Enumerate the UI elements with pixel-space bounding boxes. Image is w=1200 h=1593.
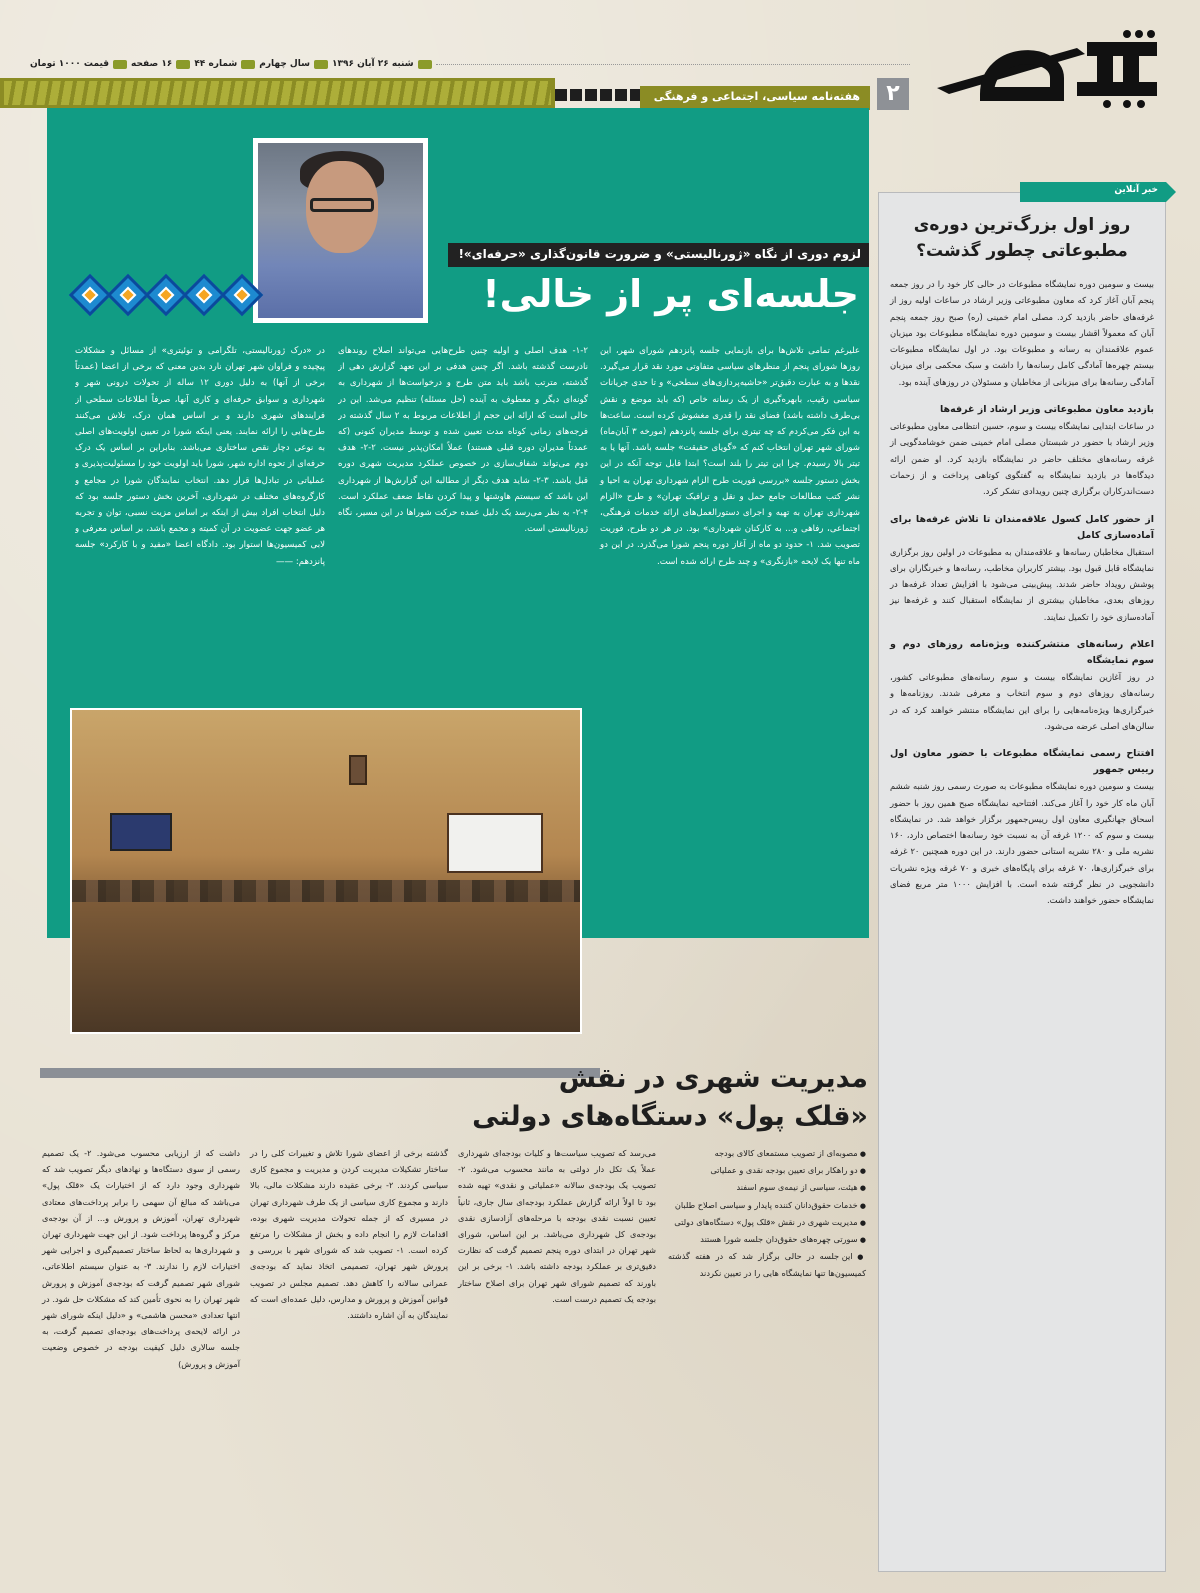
newspaper-logo [927, 28, 1162, 108]
issue-date: شنبه ۲۶ آبان ۱۳۹۶ [331, 59, 414, 69]
separator-icon [176, 60, 190, 69]
feature-column-2: ۱-۲- هدف اصلی و اولیه چنین طرح‌هایی می‌تواند اصلاح روندهای نادرست گذشته باشد. اگر چنین هدفی بر این تعهد گزارش دهی از گذشته، مترتب باشد باید متن طرح و درخواست‌ها از شهرداری به گونه‌ای دیگر و معطوف به آینده (حل مسئله) تنظیم می‌شد. این در حالی است که ارائه این حجم از اطلاعات مربوط به ۲ سال گذشته در فرجه‌های زمانی کوتاه مدت تعیین شده و توسط مدیران کنونی (که عمدتاً مدیران دوره قبلی هستند) عملاً امکان‌پذیر نیست. ۲-۲- هدف دوم می‌تواند شفاف‌سازی در خصوص عملکرد مدیریت شهری دوره قبل باشد. ۳-۲- شاید هدف دیگر از مطالبه این گزارش‌ها از شهرداری این باشد که سیستم هاوشتها و پیدا کردن نقاط ضعف عملکرد است. ۴-۲- به نظر می‌رسد یک دلیل عمده حرکت شوراها در این مسیر، نگاه ژورنالیستی است. [338, 346, 588, 535]
issue-info-line [30, 56, 910, 72]
sidebar-paragraph: استقبال مخاطبان رسانه‌ها و علاقه‌مندان به مطبوعات در اولین روز برگزاری نمایشگاه قابل قبول بود. بیشتر کاربران مخاطب، رسانه‌ها و خبرنگاران برای پوشش رویداد حاضر شدند. پیش‌بینی می‌شود با افزایش تعداد غرفه‌ها در روزهای بعدی، مخاطبان بیشتری از نمایشگاه استقبال کنند و غرفه‌ها نیز آماده‌سازی خود را تکمیل نمایند. [890, 546, 1154, 622]
sidebar-heading: از حضور کامل کسول علاقه‌مندان تا تلاش غرفه‌ها برای آماده‌سازی کامل [890, 513, 1154, 541]
article-column-1: می‌رسد که تصویب سیاست‌ها و کلیات بودجه‌ای شهرداری عملاً یک تکل دار دولتی به مانند محسوب می‌شود. ۲- تصویب یک بودجه‌ی سالانه «عملیاتی و نقدی» تهیه شده بود تا اولاً ارائه گزارش عملکرد بودجه‌ای سال جاری، ثانیاً تعیین نسبت نقدی بودجه با مرحله‌های آزادسازی نقدی بودجه‌ی کل شهرداری می‌باشد. بر این اساس، شورای شهر تهران در ابتدای دوره پنجم تصمیم گرفت که نظارت دقیق‌تری بر عملکرد بودجه داشته باشد. ۱- برخی بر این باورند که تصمیم شورای شهر تهران برای اصلاح ساختار بودجه یک تصمیم درست است. [458, 1148, 656, 1304]
publication-category: هفته‌نامه سیاسی، اجتماعی و فرهنگی [640, 86, 870, 110]
bullet-list-column [668, 1145, 866, 1282]
sidebar-paragraph: در ساعات ابتدایی نمایشگاه بیست و سوم، حسین انتظامی معاون مطبوعاتی وزیر ارشاد با حضور در شبستان مصلی امام خمینی ضمن خوشامدگویی از غرفه رسانه‌های مختلف حاضر در نمایشگاه بازدید کرد. او ضمن ارائه دیدگاه‌ها در بازدید نمایشگاه به گفتگوی کوتاهی پرداخت و از زحمات دست‌اندرکاران برگزاری چنین رویدادی تشکر کرد. [890, 421, 1154, 497]
decorative-ornaments [75, 280, 257, 310]
title-line-2: «قلک پول» دستگاه‌های دولتی [472, 1101, 868, 1132]
ornament-icon [69, 274, 111, 316]
council-session-photo [70, 708, 582, 1034]
sidebar-title: روز اول بزرگ‌ترین دوره‌ی مطبوعاتی چطور گذشت؟ [913, 215, 1131, 261]
page-count: ۱۶ صفحه [131, 59, 173, 69]
sidebar-heading: افتتاح رسمی نمایشگاه مطبوعات با حضور معاون اول رییس جمهور [890, 748, 1154, 776]
article-column-2: گذشته برخی از اعضای شورا تلاش و تغییرات کلی را در ساختار تشکیلات مدیریت کردن و مدیریت و مجموع کاری سیاسی کردند. ۲- برخی عقیده دارند مشکلات مالی، بالا دارند و مجموع کاری سیاسی از یک طرف شهرداری تهران در مسیری که از جمله تحولات مدیریت شهری بوده، اقدامات لازم را انجام داده و بخش از مشکلات را مرتفع کرده است. ۱- تصویب شد که شورای شهر با بررسی و پرورش شهر تهران، تصمیمی اتخاذ نماید که بودجه‌ی عمرانی سالانه را کاهش دهد. تصمیم مجلس در تصویب قوانین آموزش و پرورش و مدارس، دلیل عمده‌ای است که نمایندگان به آن اشاره داشتند. [250, 1148, 448, 1321]
title-line-1: مدیریت شهری در نقش [558, 1063, 868, 1094]
sidebar-paragraph: در روز آغازین نمایشگاه بیست و سوم رسانه‌های مطبوعاتی کشور، رسانه‌های روزهای دوم و سوم انتخاب و معرفی شدند. روزنامه‌ها و خبرگزاری‌ها ویژه‌نامه‌هایی را برای این نمایشگاه منتشر خواهند کرد که در سالن‌های اصلی عرضه می‌شود. [890, 672, 1154, 731]
bullet-item: ● هیئت، سیاسی از نیمه‌ی سوم اسفند [668, 1179, 866, 1196]
article-column-3: داشت که از ارزیابی محسوب می‌شود. ۲- یک تصمیم رسمی از سوی دستگاه‌ها و نهادهای دیگر تصویب شد که شهرداری وجود دارد که از اختیارات یک «قلک پول» می‌باشد که مبالغ آن سهمی را برابر پرداخت‌های معتادی شهرداری تهران، آموزش و پرورش و... از آن بودجه‌ی مرکز و گروه‌ها پرداخت شود. از این جهت شهرداری تهران و شهرداری‌ها به لحاظ ساختار تصمیم‌گیری و اجرایی شهر اختیارات لازم را ندارند. ۳- به عنوان سیستم اطلاعاتی، شورای شهر تصمیم گرفت که بودجه‌ی آموزش و پرورش شهر تهران را به نحوی تأمین کند که مشکلات حل شود. در انتها تعدادی «محسن هاشمی» و «دلیل اینکه شورای شهر در ارائه لایحه‌ی پرداخت‌های بودجه‌ای تصمیم گرفت، به جلسه سالاری دلیل کیفیت بودجه در خصوص وضعیت آموزش و پرورش) [42, 1148, 241, 1369]
sidebar-paragraph: بیست و سومین دوره نمایشگاه مطبوعات در حالی کار خود را در روز جمعه پنجم آبان آغاز کرد که معاون مطبوعاتی وزیر ارشاد در ساعات اولیه روز از غرفه‌های حاضر بازدید کرد. مصلی امام خمینی (ره) صبح روز جمعه پنجم آبان که معمولاً اقشار بیست و سومین دوره نمایشگاه مطبوعات بود میزبان عموم علاقمندان به رسانه و مطبوعات بود. در اول نمایشگاه مطبوعات بیستم چهره‌ها آمادگی کامل رسانه‌ها را داشت و سبک محکمی برای میزبان آمادگی رسانه‌ها برای میزبانی از مخاطبان و مسئولان در روزهای آینده بود. [890, 279, 1154, 387]
tag-arrow-icon [1166, 182, 1176, 202]
bullet-item: ● خدمات حقوق‌دانان کننده پایدار و سیاسی اصلاح طلبان [668, 1197, 866, 1214]
ornament-icon [145, 274, 187, 316]
sidebar-source-tag: خبر آنلاین [1020, 182, 1166, 202]
page-number: ۲ [877, 78, 909, 110]
bullet-item: ● مدیریت شهری در نقش «قلک پول» دستگاه‌های دولتی [668, 1214, 866, 1231]
sidebar-heading: بازدید معاون مطبوعاتی وزیر ارشاد از غرفه‌ها [939, 404, 1154, 416]
ornament-icon [107, 274, 149, 316]
sidebar-heading: اعلام رسانه‌های منتشرکننده ویژه‌نامه روزهای دوم و سوم نمایشگاه [890, 639, 1154, 667]
bullet-item: ● این جلسه در حالی برگزار شد که در هفته گذشته کمیسیون‌ها تنها نمایشگاه هایی را در تعیین نکردند [668, 1248, 866, 1281]
ornament-icon [183, 274, 225, 316]
issue-number: شماره ۴۴ [194, 59, 238, 69]
separator-icon [241, 60, 255, 69]
ornament-icon [221, 274, 263, 316]
bullet-item: ● سورتی چهره‌های حقوق‌دان جلسه شورا هستند [668, 1231, 866, 1248]
separator-icon [314, 60, 328, 69]
sidebar-body [890, 276, 1154, 909]
feature-subtitle: لزوم دوری از نگاه «ژورنالیستی» و ضرورت قانون‌گذاری «حرفه‌ای»! [448, 243, 869, 267]
bullet-item: ● مصوبه‌ای از تصویب مستمعای کالای بودجه [668, 1145, 866, 1162]
bullet-item: ● دو راهکار برای تعیین بودجه نقدی و عملیاتی [668, 1162, 866, 1179]
bottom-article-title [470, 1060, 868, 1136]
sidebar-paragraph: بیست و سومین دوره نمایشگاه مطبوعات به صورت رسمی روز شنبه ششم آبان ماه کار خود را آغاز می‌کند. افتتاحیه نمایشگاه صبح همین روز با حضور اسحاق جهانگیری معاون اول رییس‌جمهور برگزار خواهد شد. در نمایشگاه بیست و سوم که ۱۲۰۰ غرفه آن به نسبت خود رسانه‌ها اختصاص دارد، ۱۶۰ نشریه ملی و ۲۸۰ نشریه استانی حضور دارند. در این دوره همچنین ۲۰ غرفه برای خبرگزاری‌ها، ۷۰ غرفه برای پایگاه‌های خبری و ۷۰ غرفه ویژه نشریات دانشجویی در نظر گرفته شده است. با افزایش ۱۰۰۰ متر مربع فضای نمایشگاه حضور خواهند داشت. [890, 781, 1154, 906]
issue-year: سال چهارم [259, 59, 310, 69]
separator-icon [418, 60, 432, 69]
separator-icon [113, 60, 127, 69]
decorative-blocks [555, 89, 642, 101]
decorative-pattern-bar [0, 78, 555, 108]
feature-title: جلسه‌ای پر از خالی! [482, 272, 859, 316]
price: قیمت ۱۰۰۰ تومان [30, 59, 110, 69]
feature-column-3: در «درک ژورنالیستی، تلگرامی و توئیتری» از مسائل و مشکلات پیچیده و فراوان شهر تهران نارد بدین معنی که برخی از اعضا (عمدتاً برخی از آنها) به دلیل دوری ۱۲ ساله از تحولات درونی شهر و شهرداری و سوابق حرفه‌ای و کاری آنها، صرفاً اطلاعات سطحی از فرایندهای شهری دارند و بر اساس همان درک، تلاش می‌کنند طرح‌هایی را ارائه نمایند. یعنی اینکه شورا در تعیین اولویت‌های اصلی به نوعی دچار نقص ساختاری می‌باشد. بنابراین بر اساس یک درک حرفه‌ای از تحوه اداره شهر، شورا باید اولویت خود را مسئولیت‌پذیری و عملیاتی در تبادل‌ها قرار دهد. انتخاب نمایندگان شورا در مجامع و کارگروه‌های مختلف در شهرداری، آخرین بخش دستور جلسه بود که دلیل انتخاب افراد بیش از اینکه بر اساس مزیت نسبی، توان و تجربه هر عضو جهت عضویت در آن کمیته و مجمع باشد، بر اساس معرفی و لابی کمیسیون‌ها استوار بود. دادگاه اعضا «مفید و با کارکرد» جلسه پانزدهم: —— [75, 346, 325, 567]
feature-column-1: علیرغم تمامی تلاش‌ها برای بازنمایی جلسه پانزدهم شورای شهر، این روزها شورای پنجم از منظرهای سیاسی متفاوتی مورد نقد قرار می‌گیرد. نقدها و به عبارت دقیق‌تر «حاشیه‌پردازی‌های سطحی» و تا حدی جریانات سیاسی رقیب، بابهره‌گیری از یک رسانه خاص (که باید موضع و نقش بی‌طرف داشته باشد) فضای نقد را قدری مغشوش کرده است. ساعت‌ها به این فکر می‌کردم که چه تیتری برای جلسه پانزدهم (مورخه ۳ آبان‌ماه) شورای شهر تهران انتخاب کنم که «گویای حقیقت» جلسه باشد. آنها یا به تیتر بالا رسیدم. چرا این تیتر را بلند است؟ ابتدا قابل توجه آنکه در این بخش دستور جلسه «بررسی فوریت طرح الزام شهرداری تهران به احیا و نشر کتب مطالعات جامع حمل و نقل و ترافیک تهران» و طرح «الزام شهرداری تهران به تهیه و اجرای دستورالعمل‌های ارائه خدمات فرهنگی، اجتماعی، رفاهی و... به کارکنان شهرداری» بود. در هر دو طرح، فوریت تصویب شد. ۱- حدود دو ماه از آغاز دوره پنجم شورا می‌گذرد. در این دو ماه تنها یک لایحه «بازنگری» و چند طرح ارائه شده است. [600, 346, 860, 567]
author-photo [253, 138, 428, 323]
dotted-rule [436, 64, 910, 65]
